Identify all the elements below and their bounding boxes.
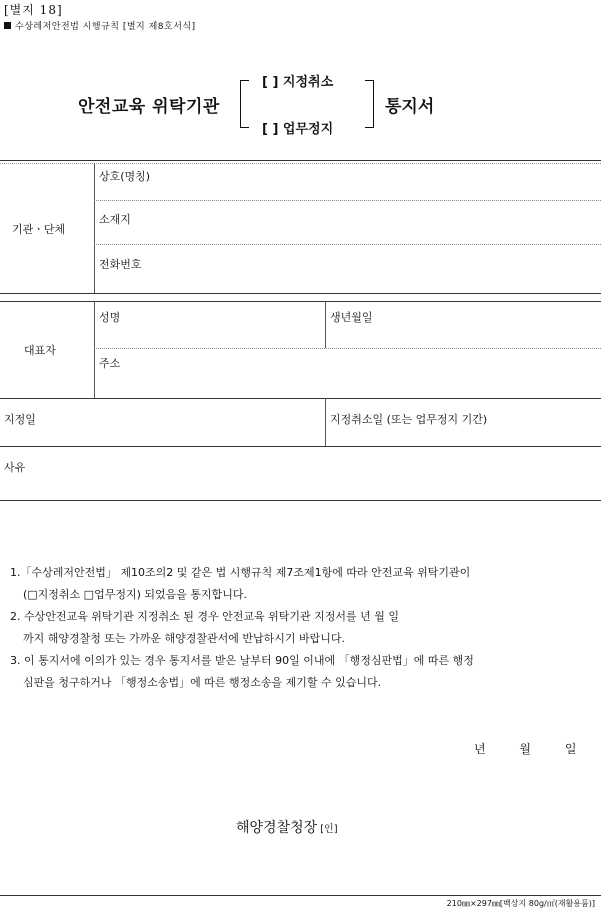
column-divider: [325, 301, 326, 348]
notice-line-2: 2. 수상안전교육 위탁기관 지정취소 된 경우 안전교육 위탁기관 지정서를 년 월 일: [10, 610, 399, 623]
notice-line-2b: 까지 해양경찰청 또는 가까운 해양경찰관서에 반납하시기 바랍니다.: [23, 632, 346, 645]
option-cancel: [ ] 지정취소: [262, 75, 334, 90]
title-main: 안전교육 위탁기관: [78, 97, 220, 117]
section-border: [0, 301, 601, 302]
notice-line-3: 3. 이 통지서에 이의가 있는 경우 통지서를 받은 날부터 90일 이내에 「행정심판법」에 따른 행정: [10, 654, 474, 667]
institution-divider: [94, 163, 95, 293]
notice-line-1b: (□지정취소 □업무정지) 되었음을 통지합니다.: [23, 588, 247, 601]
table-top-border: [0, 160, 601, 161]
section-border: [0, 446, 601, 447]
issue-date: [474, 740, 576, 757]
table-bottom-border: [0, 500, 601, 501]
institution-phone-label: 전화번호: [99, 258, 142, 271]
form-source-text: 수상레저안전법 시행규칙 [별지 제8호서식]: [15, 22, 196, 32]
title-suffix: 통지서: [385, 97, 435, 117]
representative-divider: [94, 301, 95, 398]
representative-name-label: 성명: [99, 311, 121, 324]
reason-label: 사유: [4, 461, 26, 474]
square-bullet-icon: [4, 22, 11, 29]
institution-address-label: 소재지: [99, 213, 131, 226]
left-bracket: [240, 80, 249, 128]
column-divider: [325, 398, 326, 446]
right-bracket: [365, 80, 374, 128]
designation-date-label: 지정일: [4, 413, 36, 426]
cancel-date-label: 지정취소일 (또는 업무정지 기간): [330, 413, 488, 426]
date-month: 월: [519, 742, 532, 756]
representative-address-label: 주소: [99, 357, 121, 370]
institution-label: 기관ㆍ단체: [12, 223, 66, 236]
appendix-number: [별지 18]: [4, 3, 63, 17]
row-divider: [94, 348, 601, 349]
row-divider: [94, 244, 601, 245]
issuer-name: 해양경찰청장: [236, 820, 318, 836]
notice-line-3b: 심판을 청구하거나 「행정소송법」에 따른 행정소송을 제기할 수 있습니다.: [23, 676, 382, 689]
date-year: 년: [474, 742, 486, 756]
footer-border: [0, 895, 601, 896]
section-border: [0, 398, 601, 399]
section-border: [0, 293, 601, 294]
table-top-inner-border: [0, 163, 601, 164]
issuer: [236, 817, 338, 837]
date-day: 일: [564, 742, 577, 756]
representative-birth-label: 생년월일: [330, 311, 373, 324]
institution-name-label: 상호(명칭): [99, 170, 151, 183]
row-divider: [94, 200, 601, 201]
notice-line-1: 1.「수상레저안전법」 제10조의2 및 같은 법 시행규칙 제7조제1항에 따라 안전교육 위탁기관이: [10, 566, 471, 579]
option-suspend: [ ] 업무정지: [262, 122, 334, 137]
representative-label: 대표자: [24, 344, 56, 357]
paper-spec: 210㎜×297㎜[백상지 80g/㎡(재활용품)]: [446, 899, 595, 908]
notice-text: [10, 562, 474, 694]
form-source: [4, 19, 196, 32]
seal-mark: [인]: [320, 824, 338, 835]
